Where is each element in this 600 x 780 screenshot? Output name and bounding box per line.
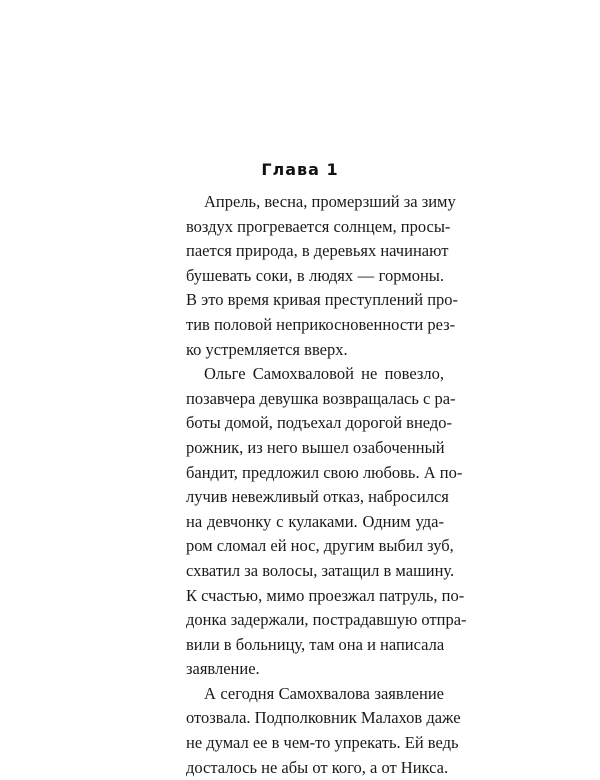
text-line: позавчера девушка возвращалась с ра- bbox=[186, 388, 456, 408]
chapter-text bbox=[186, 190, 467, 780]
text-line: ко устремляется вверх. bbox=[186, 339, 348, 359]
text-line: донка задержали, пострадавшую отпра- bbox=[186, 610, 467, 630]
text-line: бандит, предложил свою любовь. А по- bbox=[186, 462, 463, 482]
text-line: отозвала. Подполковник Малахов даже bbox=[186, 708, 461, 728]
text-line: схватил за волосы, затащил в машину. bbox=[186, 560, 455, 580]
text-line: воздух прогревается солнцем, просы- bbox=[186, 216, 451, 236]
text-line: боты домой, подъехал дорогой внедо- bbox=[186, 413, 453, 433]
text-line: досталось не абы от кого, а от Никса. bbox=[186, 757, 449, 777]
text-line: не думал ее в чем-то упрекать. Ей ведь bbox=[186, 733, 459, 753]
text-line: бушевать соки, в людях — гормоны. bbox=[186, 265, 444, 285]
text-line: вили в больницу, там она и написала bbox=[186, 634, 445, 654]
text-line: К счастью, мимо проезжал патруль, по- bbox=[186, 585, 465, 605]
text-line: Апрель, весна, промерзший за зиму bbox=[204, 192, 456, 211]
text-line: тив половой неприкосновенности рез- bbox=[186, 314, 456, 334]
text-line: на девчонку с кулаками. Одним уда- bbox=[186, 511, 444, 531]
text-line: А сегодня Самохвалова заявление bbox=[204, 683, 444, 703]
text-line: ром сломал ей нос, другим выбил зуб, bbox=[186, 536, 454, 556]
chapter-title: Глава 1 bbox=[261, 160, 339, 179]
text-line: заявление. bbox=[186, 659, 260, 679]
text-line: В это время кривая преступлений про- bbox=[186, 290, 459, 310]
text-line: Ольге Самохваловой не повезло, bbox=[204, 364, 444, 384]
text-line: пается природа, в деревьях начинают bbox=[186, 241, 449, 261]
text-line: рожник, из него вышел озабоченный bbox=[186, 437, 445, 457]
text-line: лучив невежливый отказ, набросился bbox=[186, 487, 449, 507]
